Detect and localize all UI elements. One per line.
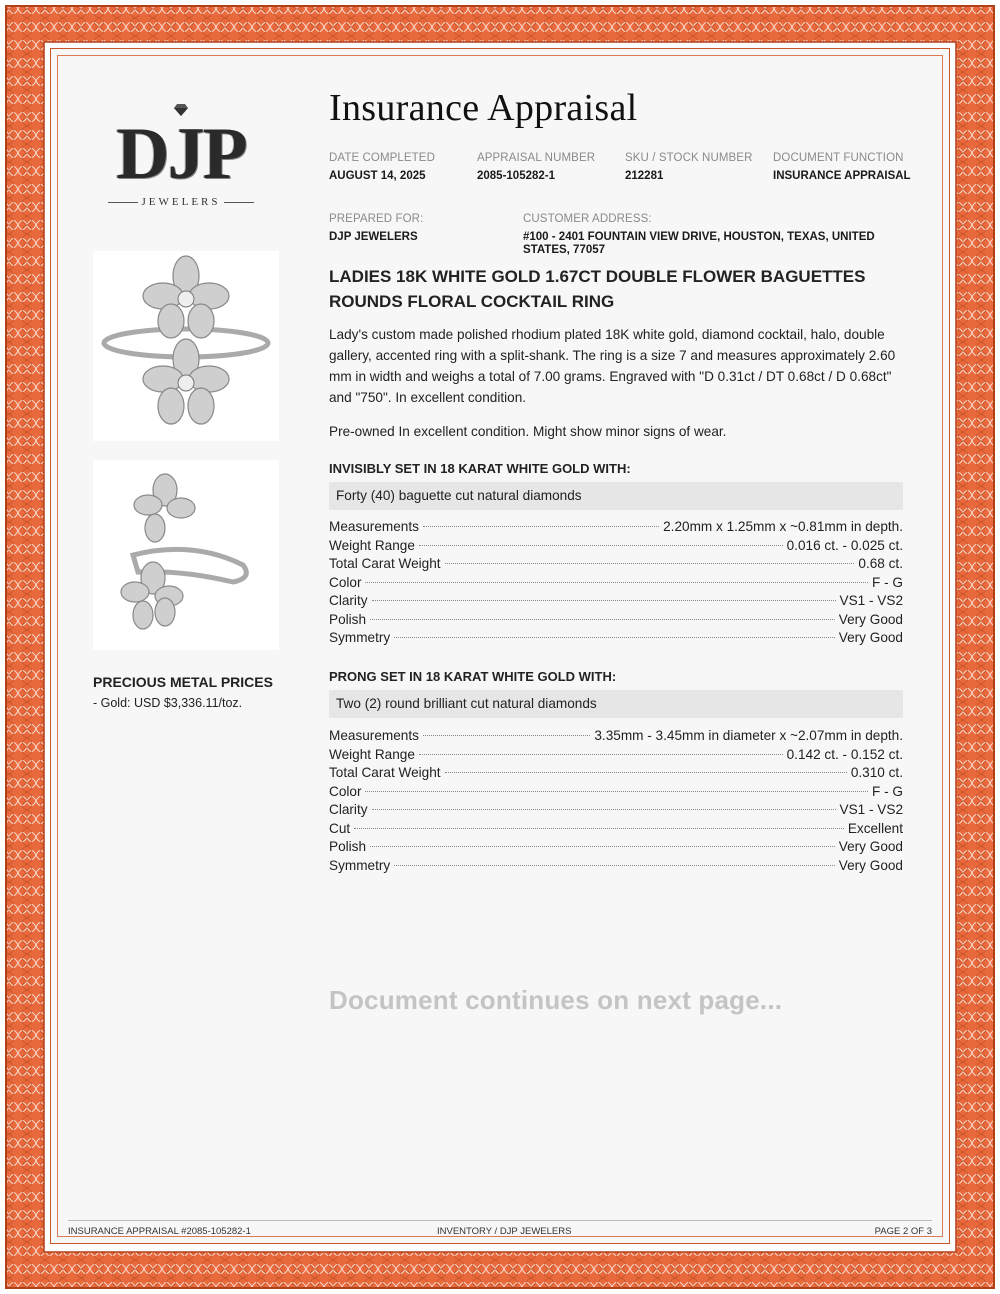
- section-bar-baguette: Forty (40) baguette cut natural diamonds: [329, 482, 903, 510]
- customer-address-label: CUSTOMER ADDRESS:: [523, 213, 652, 225]
- document-function-value: INSURANCE APPRAISAL: [773, 170, 911, 182]
- metal-price-gold: - Gold: USD $3,336.11/toz.: [93, 696, 243, 710]
- item-condition: Pre-owned In excellent condition. Might show minor signs of wear.: [329, 424, 727, 439]
- date-completed-label: DATE COMPLETED: [329, 152, 435, 164]
- product-photo-side: [93, 460, 279, 650]
- sku-label: SKU / STOCK NUMBER: [625, 152, 753, 164]
- section-title-invisibly-set: INVISIBLY SET IN 18 KARAT WHITE GOLD WITH:: [329, 461, 631, 476]
- sku-value: 212281: [625, 170, 664, 182]
- ring-front-image: [93, 251, 279, 441]
- logo-subtitle: JEWELERS: [141, 196, 221, 208]
- document-function-label: DOCUMENT FUNCTION: [773, 152, 904, 164]
- customer-address-value: #100 - 2401 FOUNTAIN VIEW DRIVE, HOUSTON, TEXAS, UNITED STATES, 77057: [523, 231, 875, 256]
- spec-row: Clarity VS1 - VS2: [329, 802, 903, 817]
- item-heading: LADIES 18K WHITE GOLD 1.67CT DOUBLE FLOWER BAGUETTES ROUNDS FLORAL COCKTAIL RING: [329, 267, 866, 311]
- baguette-specs: [329, 519, 903, 649]
- spec-row: Color F - G: [329, 783, 903, 799]
- appraisal-number-value: 2085-105282-1: [477, 170, 556, 182]
- product-photo-top: [93, 251, 279, 441]
- spec-row: Total Carat Weight 0.310 ct.: [329, 765, 903, 780]
- footer-right: PAGE 2 OF 3: [874, 1226, 932, 1237]
- section-title-prong-set: PRONG SET IN 18 KARAT WHITE GOLD WITH:: [329, 669, 617, 684]
- spec-row: Measurements 2.20mm x 1.25mm x ~0.81mm in depth.: [329, 519, 903, 534]
- spec-row: Cut Excellent: [329, 820, 903, 836]
- prepared-for-value: DJP JEWELERS: [329, 231, 418, 243]
- spec-row: Color F - G: [329, 574, 903, 590]
- djp-logo: [106, 104, 256, 214]
- spec-row: Symmetry Very Good: [329, 857, 903, 873]
- spec-row: Weight Range 0.016 ct. - 0.025 ct.: [329, 537, 903, 553]
- spec-row: Measurements 3.35mm - 3.45mm in diameter x ~2.07mm in depth.: [329, 728, 903, 743]
- spec-row: Total Carat Weight 0.68 ct.: [329, 556, 903, 571]
- prepared-for-label: PREPARED FOR:: [329, 213, 424, 225]
- footer-center: INVENTORY / DJP JEWELERS: [437, 1226, 572, 1237]
- item-description: Lady's custom made polished rhodium plated 18K white gold, diamond cocktail, halo, double gallery, accented ring with a split-shank. The ring is a size 7 and measures approximately 2.60 mm in width and weighs a total of 7.00 grams. Engraved with "D 0.31ct / DT 0.68ct / D 0.68ct" and "750". In excellent condition.: [329, 327, 896, 405]
- spec-row: Polish Very Good: [329, 839, 903, 854]
- spec-row: Polish Very Good: [329, 611, 903, 627]
- spec-row: Weight Range 0.142 ct. - 0.152 ct.: [329, 746, 903, 762]
- date-completed-value: AUGUST 14, 2025: [329, 170, 426, 182]
- footer-divider: [68, 1220, 932, 1221]
- round-specs: [329, 728, 903, 876]
- spec-row: Symmetry Very Good: [329, 630, 903, 645]
- metal-prices-title: PRECIOUS METAL PRICES: [93, 674, 273, 690]
- continue-note: Document continues on next page...: [329, 985, 783, 1015]
- spec-row: Clarity VS1 - VS2: [329, 593, 903, 608]
- footer-left: INSURANCE APPRAISAL #2085-105282-1: [68, 1226, 251, 1237]
- section-bar-round: Two (2) round brilliant cut natural diamonds: [329, 690, 903, 718]
- ring-side-image: [93, 460, 279, 650]
- logo-letters: DJP: [116, 113, 246, 195]
- appraisal-number-label: APPRAISAL NUMBER: [477, 152, 596, 164]
- page-title: Insurance Appraisal: [329, 87, 638, 129]
